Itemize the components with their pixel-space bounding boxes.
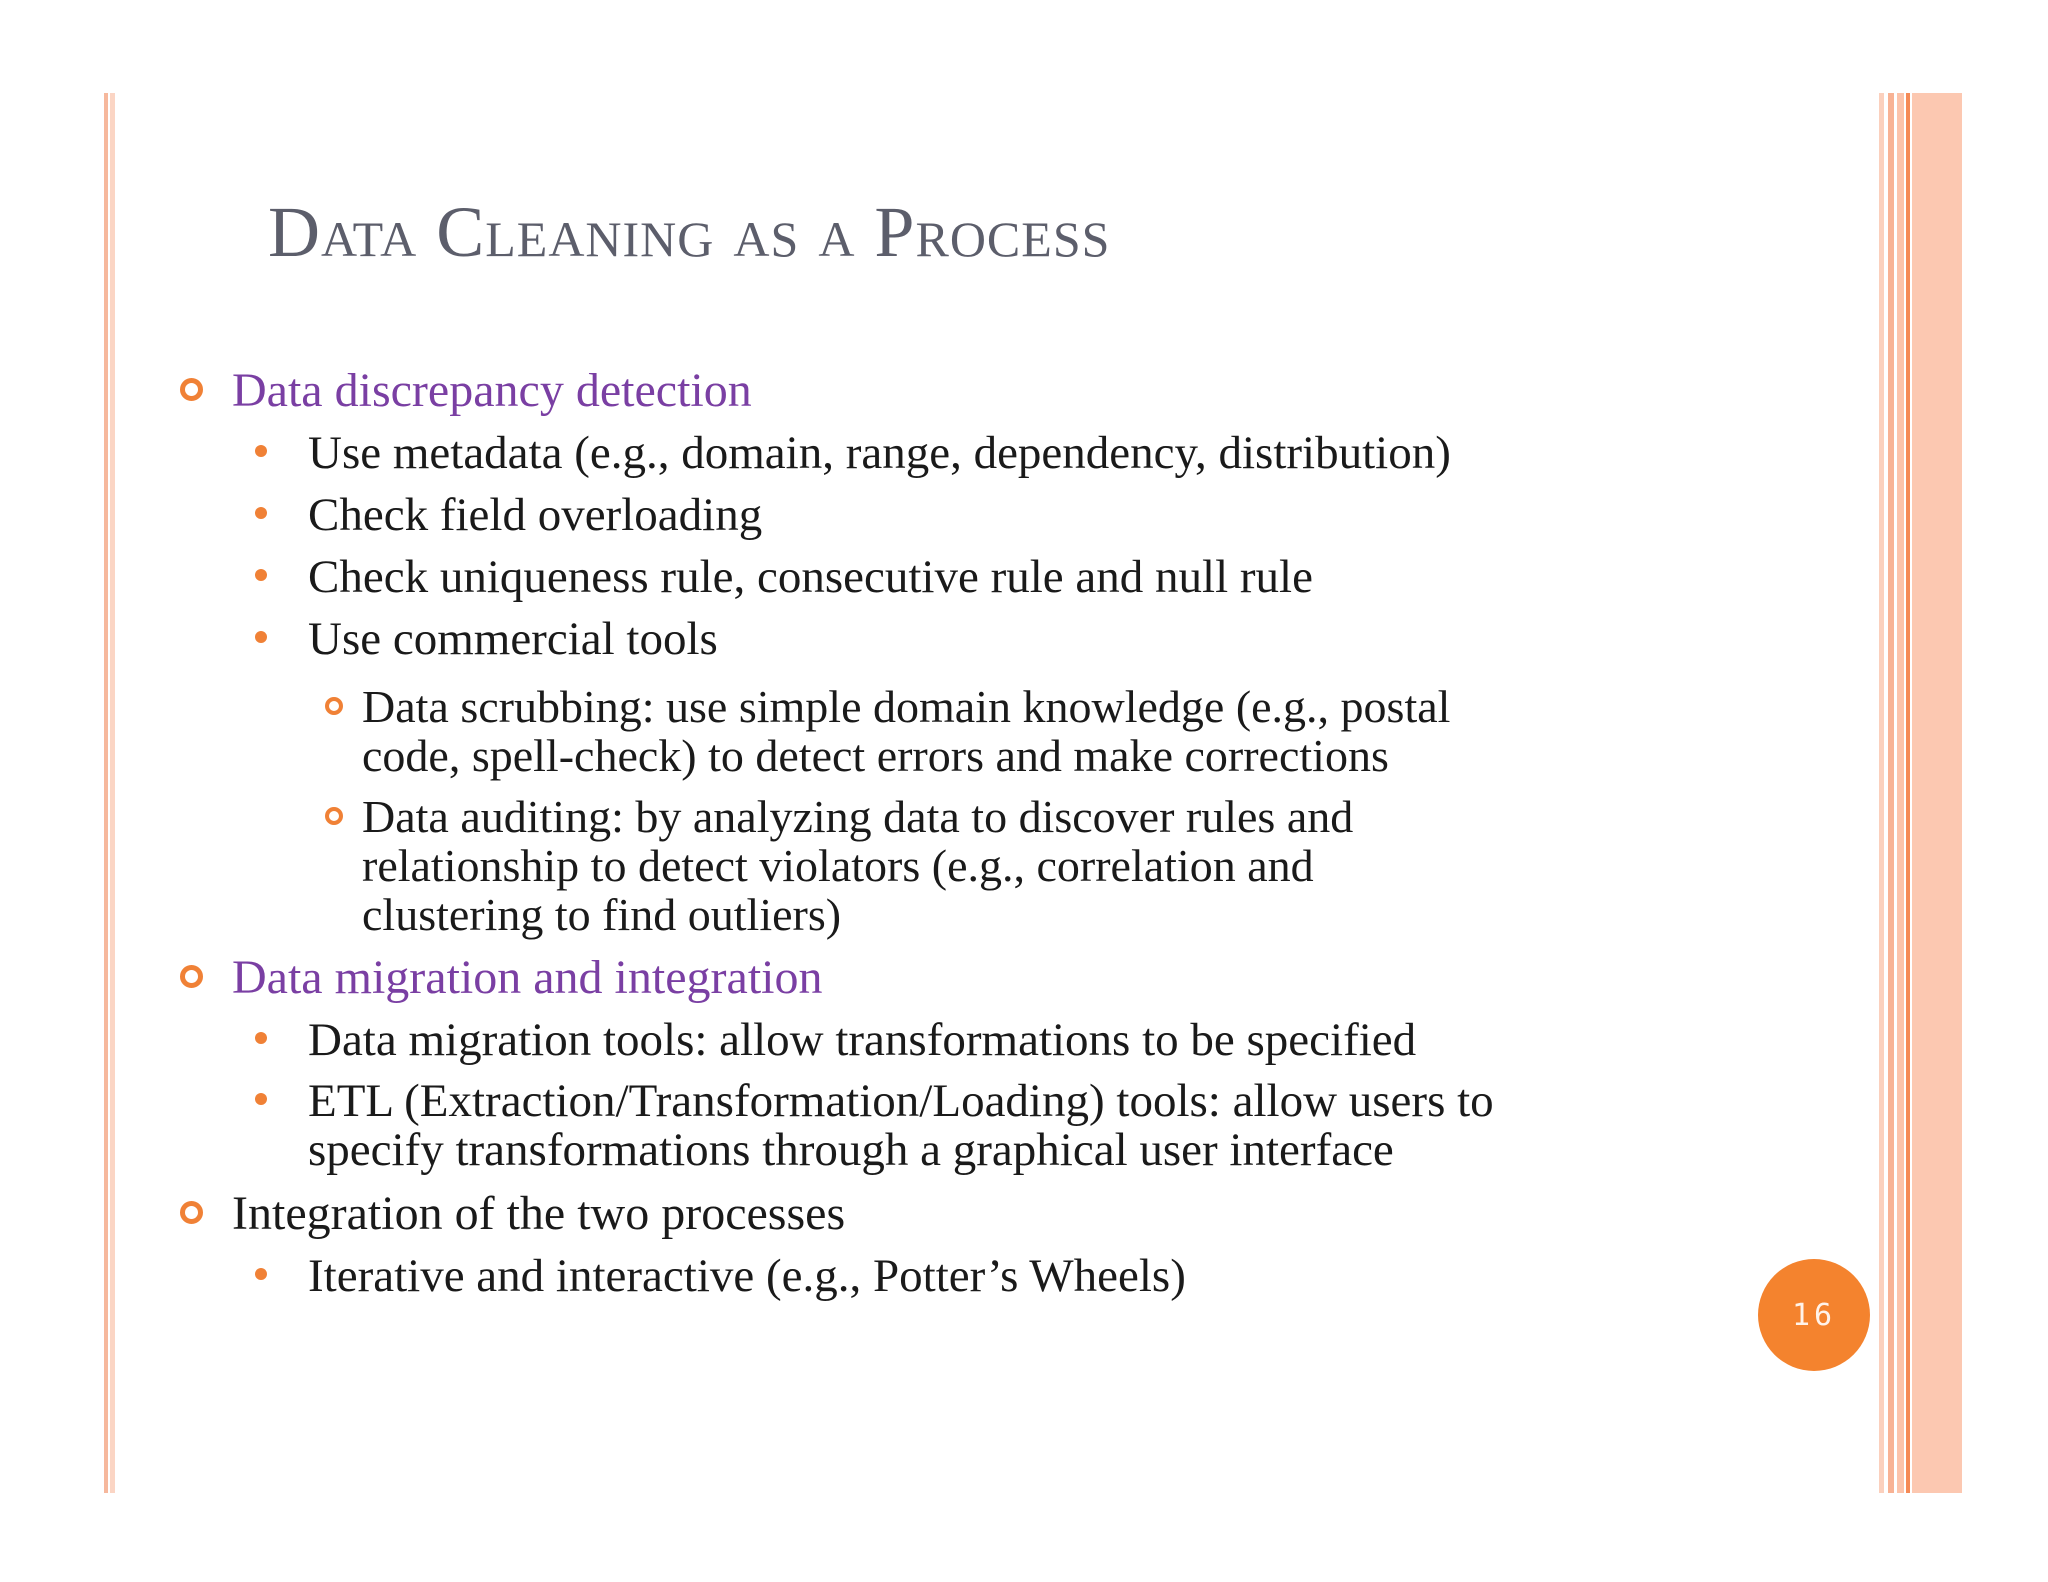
right-border-stripe xyxy=(1879,93,1884,1493)
page-number-badge: 16 xyxy=(1758,1259,1870,1371)
list-item xyxy=(170,546,1850,608)
sub-list-item xyxy=(170,682,1850,780)
list-item xyxy=(170,1245,1850,1307)
ring-bullet-icon xyxy=(180,1201,203,1224)
sub-list-item-line: clustering to find outliers) xyxy=(362,889,842,940)
sub-list-item-line: relationship to detect violators (e.g., correlation and xyxy=(362,840,1314,891)
section-heading xyxy=(170,947,1850,1009)
section-heading xyxy=(170,360,1850,422)
list-item-text: Use metadata (e.g., domain, range, dependency, distribution) xyxy=(308,427,1451,479)
right-border-stripe xyxy=(1906,93,1910,1493)
list-item-text: Use commercial tools xyxy=(308,613,718,665)
sub-list-item-line: Data scrubbing: use simple domain knowledge (e.g., postal xyxy=(362,681,1451,732)
ring-bullet-icon xyxy=(325,807,343,825)
list-item-line: specify transformations through a graphical user interface xyxy=(308,1124,1394,1176)
ring-bullet-icon xyxy=(180,378,203,401)
slide-title: Data Cleaning as a Process xyxy=(268,192,1111,272)
dot-bullet-icon xyxy=(255,507,267,519)
dot-bullet-icon xyxy=(255,1093,267,1105)
list-item xyxy=(170,608,1850,670)
right-border-stripe xyxy=(1888,93,1894,1493)
section-heading-text: Data migration and integration xyxy=(232,951,823,1004)
dot-bullet-icon xyxy=(255,445,267,457)
section-heading-text: Integration of the two processes xyxy=(232,1187,846,1240)
left-border-stripe xyxy=(110,93,115,1493)
sub-list-item-line: Data auditing: by analyzing data to discover rules and xyxy=(362,791,1354,842)
sub-list-item-line: code, spell-check) to detect errors and make corrections xyxy=(362,730,1389,781)
slide-content xyxy=(170,360,1850,1307)
list-item-text: Data migration tools: allow transformations to be specified xyxy=(308,1014,1417,1066)
ring-bullet-icon xyxy=(325,697,343,715)
list-item-text: Iterative and interactive (e.g., Potter’s Wheels) xyxy=(308,1250,1186,1302)
dot-bullet-icon xyxy=(255,631,267,643)
dot-bullet-icon xyxy=(255,1032,267,1044)
list-item-text: Check uniqueness rule, consecutive rule and null rule xyxy=(308,551,1313,603)
ring-bullet-icon xyxy=(180,965,203,988)
sub-list-item xyxy=(170,792,1850,939)
list-item-text: Check field overloading xyxy=(308,489,763,541)
list-item xyxy=(170,1071,1850,1175)
section-heading xyxy=(170,1183,1850,1245)
list-item xyxy=(170,484,1850,546)
list-item xyxy=(170,1009,1850,1071)
dot-bullet-icon xyxy=(255,1268,267,1280)
list-item xyxy=(170,422,1850,484)
dot-bullet-icon xyxy=(255,569,267,581)
right-border-stripe xyxy=(1912,93,1962,1493)
right-border-stripe xyxy=(1897,93,1904,1493)
section-heading-text: Data discrepancy detection xyxy=(232,364,752,417)
list-item-line: ETL (Extraction/Transformation/Loading) tools: allow users to xyxy=(308,1075,1494,1127)
left-border-stripe xyxy=(104,93,108,1493)
